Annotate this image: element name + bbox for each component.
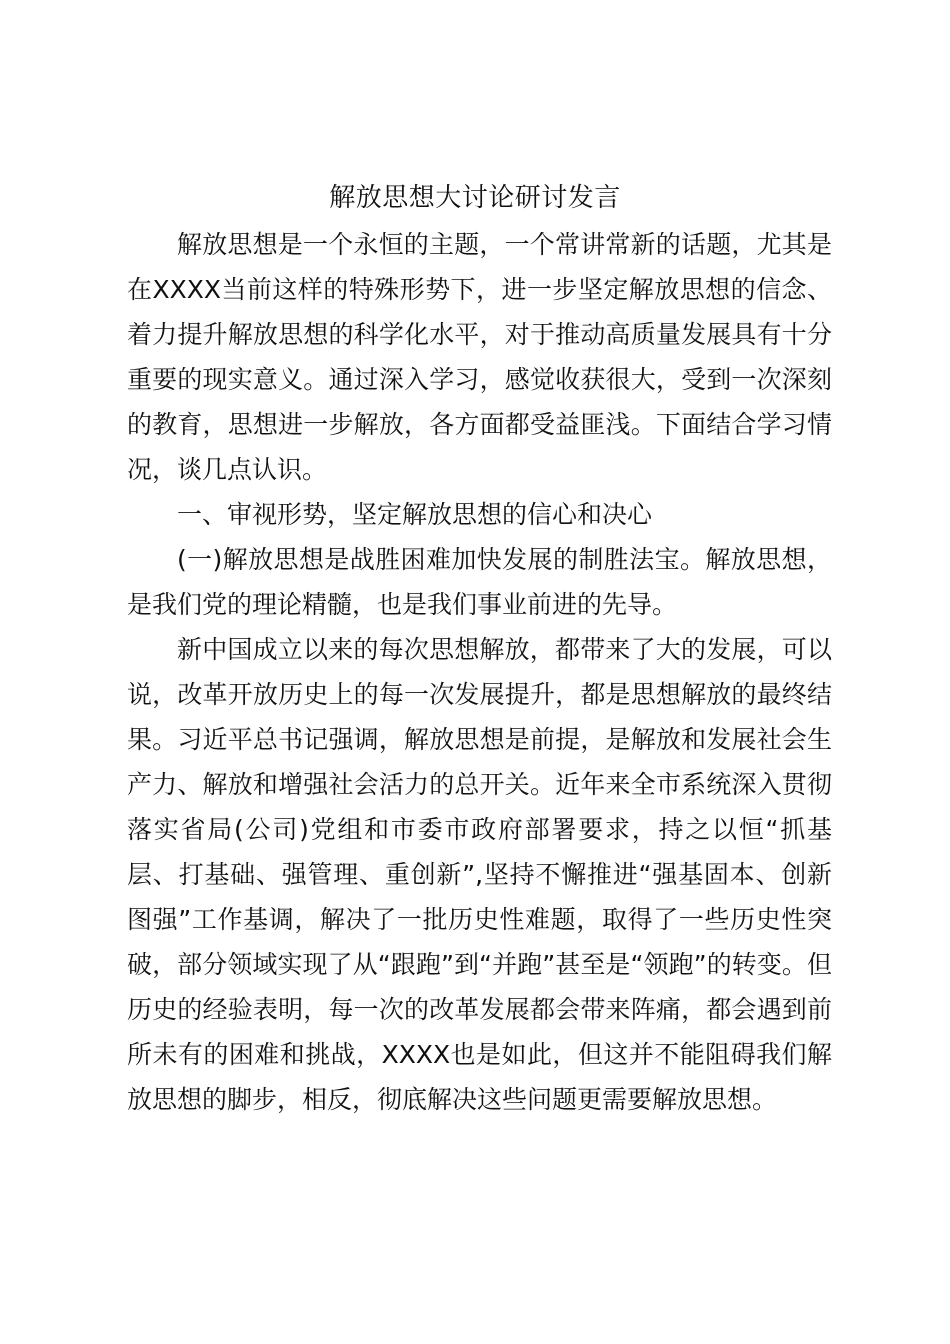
section-heading-1: 一、审视形势，坚定解放思想的信心和决心: [177, 500, 653, 529]
paragraph-intro: 解放思想是一个永恒的主题，一个常讲常新的话题，尤其是在XXXX当前这样的特殊形势下，进一步坚定解放思想的信念、着力提升解放思想的科学化水平，对于推动高质量发展具有十分重要的现实意义。通过深入学习，感觉收获很大，受到一次深刻的教育，思想进一步解放，各方面都受益匪浅。下面结合学习情况，谈几点认识。: [127, 230, 832, 484]
paragraph-subsection-1: (一)解放思想是战胜困难加快发展的制胜法宝。解放思想，是我们党的理论精髓，也是我们事业前进的先导。: [127, 545, 832, 619]
document-title: 解放思想大讨论研讨发言: [329, 183, 621, 213]
document-body: [127, 222, 832, 1122]
paragraph-history: 新中国成立以来的每次思想解放，都带来了大的发展，可以说，改革开放历史上的每一次发展提升，都是思想解放的最终结果。习近平总书记强调，解放思想是前提，是解放和发展社会生产力、解放和增强社会活力的总开关。近年来全市系统深入贯彻落实省局(公司)党组和市委市政府部署要求，持之以恒“抓基层、打基础、强管理、重创新”,坚持不懈推进“强基固本、创新图强”工作基调，解决了一批历史性难题，取得了一些历史性突破，部分领域实现了从“跟跑”到“并跑”甚至是“领跑”的转变。但历史的经验表明，每一次的改革发展都会带来阵痛，都会遇到前所未有的困难和挑战，XXXX也是如此，但这并不能阻碍我们解放思想的脚步，相反，彻底解决这些问题更需要解放思想。: [127, 635, 832, 1114]
